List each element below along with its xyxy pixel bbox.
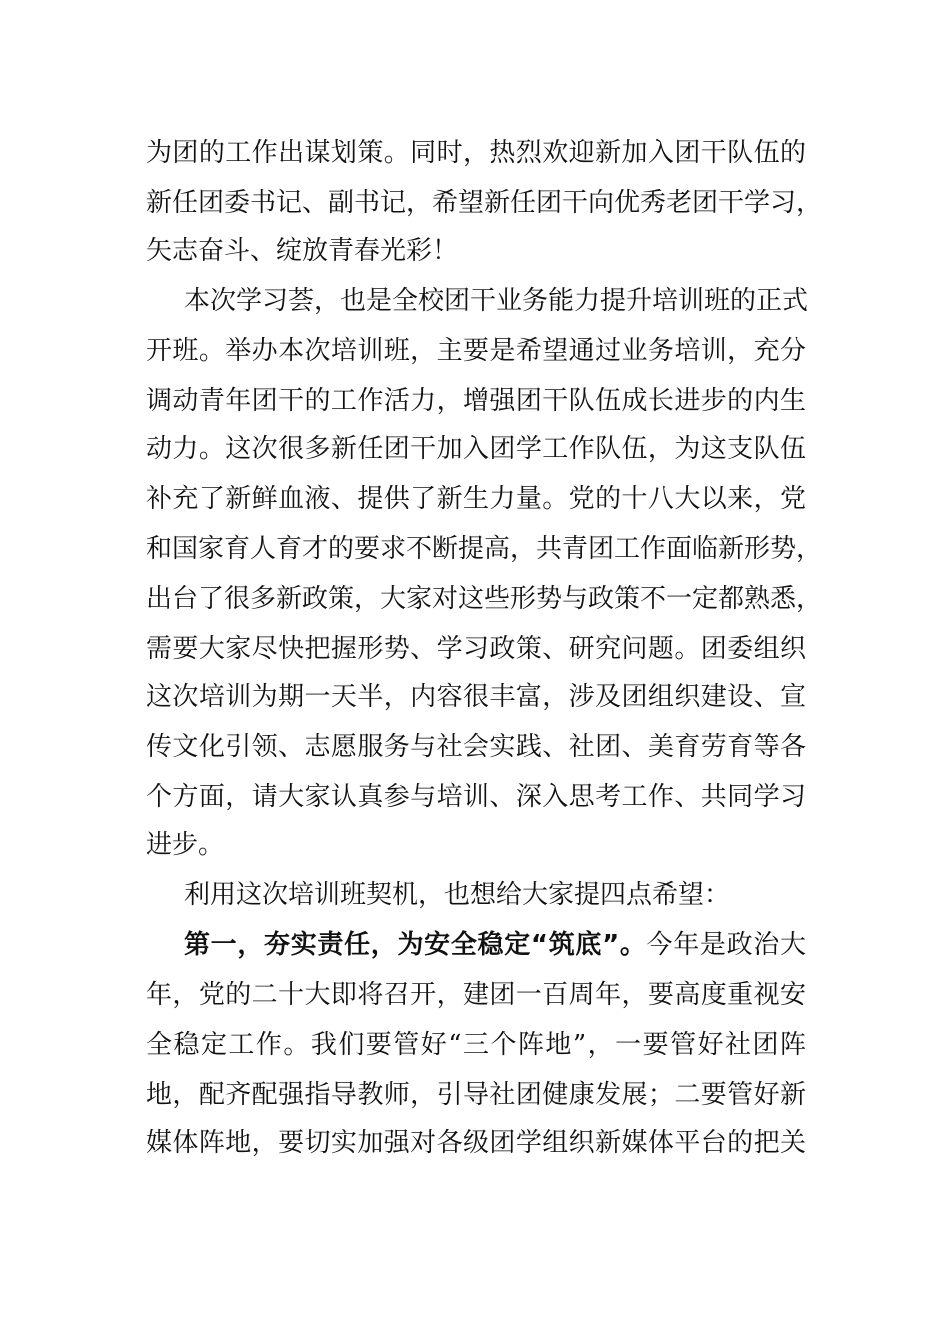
text-line: 动力。这次很多新任团干加入团学工作队伍，为这支队伍 [146,434,806,464]
text-line: 个方面，请大家认真参与培训、深入思考工作、共同学习 [146,782,806,812]
heading-tail-text: 今年是政治大 [646,930,806,960]
section-heading: 第一，夯实责任，为安全稳定“筑底”。 [184,930,647,960]
text-line [184,920,806,970]
text-line: 调动青年团干的工作活力，增强团干队伍成长进步的内生 [146,386,806,416]
text-line: 利用这次培训班契机，也想给大家提四点希望： [184,880,731,910]
text-line: 地，配齐配强指导教师，引导社团健康发展；二要管好新 [146,1080,806,1110]
text-line: 新任团委书记、副书记，希望新任团干向优秀老团干学习， [146,188,823,218]
text-line: 出台了很多新政策，大家对这些形势与政策不一定都熟悉， [146,584,823,614]
text-line: 开班。举办本次培训班，主要是希望通过业务培训，充分 [146,336,806,366]
text-line: 传文化引领、志愿服务与社会实践、社团、美育劳育等各 [146,732,806,762]
text-line: 年，党的二十大即将召开，建团一百周年，要高度重视安 [146,980,806,1010]
text-line: 全稳定工作。我们要管好“三个阵地”，一要管好社团阵 [146,1030,806,1060]
text-line: 这次培训为期一天半，内容很丰富，涉及团组织建设、宣 [146,682,806,712]
text-line: 补充了新鲜血液、提供了新生力量。党的十八大以来，党 [146,484,806,514]
text-line: 媒体阵地，要切实加强对各级团学组织新媒体平台的把关 [146,1128,806,1158]
text-line: 本次学习荟，也是全校团干业务能力提升培训班的正式 [184,286,809,316]
text-line: 和国家育人育才的要求不断提高，共青团工作面临新形势， [146,534,823,564]
text-line: 为团的工作出谋划策。同时，热烈欢迎新加入团干队伍的 [146,138,806,168]
text-line: 矢志奋斗、绽放青春光彩！ [146,236,459,266]
text-line: 需要大家尽快把握形势、学习政策、研究问题。团委组织 [146,634,806,664]
text-line: 进步。 [146,830,225,860]
